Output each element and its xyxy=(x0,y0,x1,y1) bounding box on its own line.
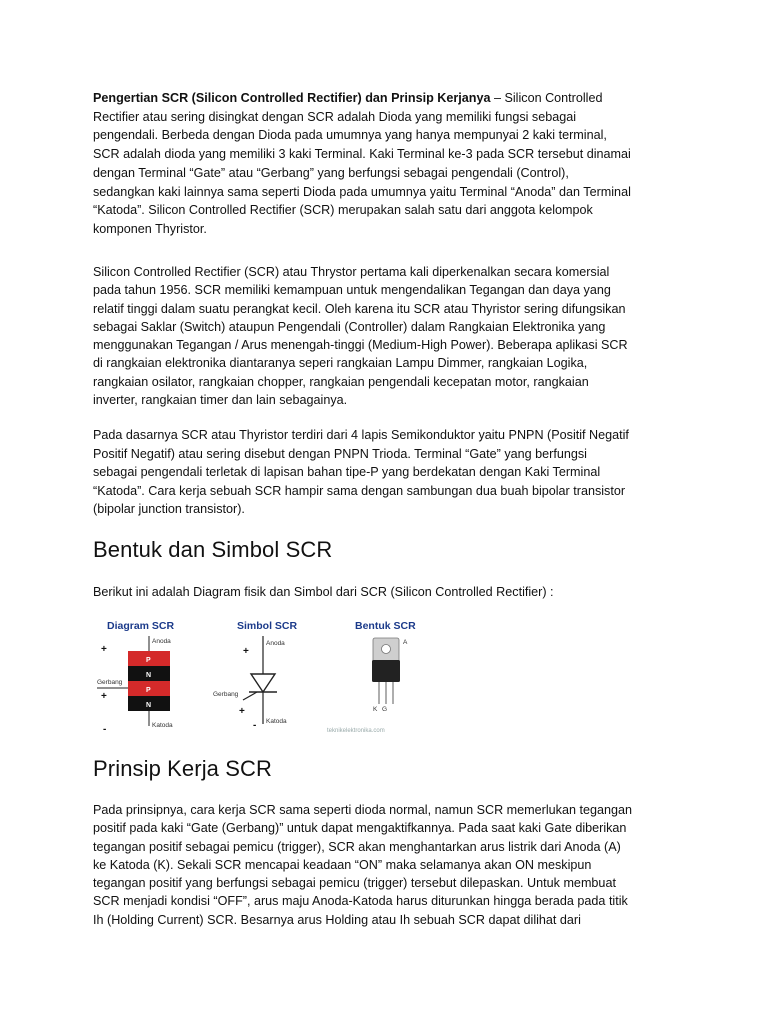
structure-line: Pada dasarnya SCR atau Thyristor terdiri dari 4 lapis Semikonduktor yaitu PNPN (Positif Negatif xyxy=(93,428,629,442)
intro-line: SCR adalah dioda yang memiliki 3 kaki Terminal. Kaki Terminal ke-3 pada SCR tersebut dinamai xyxy=(93,147,631,162)
intro-line: sedangkan kaki lainnya sama seperti Dioda pada umumnya yaitu Terminal “Anoda” dan Terminal xyxy=(93,184,631,199)
scr-figure xyxy=(93,616,433,740)
history-line: inverter, rangkaian timer dan lain sebagainya. xyxy=(93,393,348,408)
intro-lead-rest: – Silicon Controlled xyxy=(490,91,603,105)
symbol-anoda-label: Anoda xyxy=(266,640,285,647)
structure-line: sebagai pengendali terletak di lapisan bahan tipe-P yang berdekatan dengan Kaki Terminal xyxy=(93,465,601,479)
figure-credit: teknikelektronika.com xyxy=(327,728,385,734)
pin-k-label: K xyxy=(373,706,378,713)
history-line: rangkaian osilator, rangkaian chopper, rangkaian pengendali kecepatan motor, rangkaian xyxy=(93,374,589,389)
mounting-hole xyxy=(382,645,391,654)
pin-a-label: A xyxy=(403,639,408,646)
principle-line: Ih (Holding Current) SCR. Besarnya arus Holding atau Ih sebuah SCR dapat dilihat dari xyxy=(93,912,581,927)
diagram-katoda-label: Katoda xyxy=(152,722,173,729)
principle-line: tegangan positif yang berfungsi sebagai pemicu (trigger) tersebut dilepaskan. Untuk membuat xyxy=(93,876,616,891)
symbol-minus-sign: - xyxy=(253,720,257,731)
history-line: sebagai Saklar (Switch) ataupun Pengendali (Controller) dalam Rangkaian Elektronika yang xyxy=(93,319,606,334)
principle-line: tegangan positif sebagai pemicu (trigger), SCR akan menghantarkan arus listrik dari Anoda (A) xyxy=(93,839,621,854)
structure-line: Positif Negatif) atau sering disebut dengan PNPN Trioda. Terminal “Gate” yang berfungsi xyxy=(93,446,587,461)
history-line: pada tahun 1956. SCR memiliki kemampuan untuk mengendalikan Tegangan dan daya yang xyxy=(93,283,611,298)
intro-line: dengan Terminal “Gate” atau “Gerbang” yang berfungsi sebagai pengendali (Control), xyxy=(93,165,569,180)
diagram-title: Diagram SCR xyxy=(107,620,175,632)
symbol-katoda-label: Katoda xyxy=(266,718,287,725)
layer-n1-label: N xyxy=(146,672,152,679)
intro-line xyxy=(93,89,685,108)
diagram-plus-sign: + xyxy=(101,644,107,655)
section-heading-forms: Bentuk dan Simbol SCR xyxy=(93,537,333,562)
structure-line: “Katoda”. Cara kerja sebuah SCR hampir sama dengan sambungan dua buah bipolar transistor xyxy=(93,483,626,498)
package-scr xyxy=(327,620,416,734)
principle-line: Pada prinsipnya, cara kerja SCR sama seperti dioda normal, namun SCR memerlukan tegangan xyxy=(93,803,633,817)
shape-title: Bentuk SCR xyxy=(355,620,416,632)
intro-line: komponen Thyristor. xyxy=(93,221,207,236)
principle-paragraph xyxy=(93,801,685,929)
gate-lead xyxy=(243,692,257,700)
symbol-plus-gate: + xyxy=(239,706,245,717)
intro-paragraph xyxy=(93,89,685,239)
diagram-gerbang-label: Gerbang xyxy=(97,679,123,686)
structure-line: (bipolar junction transistor). xyxy=(93,502,245,516)
symbol-plus-sign: + xyxy=(243,646,249,657)
symbol-gerbang-label: Gerbang xyxy=(213,691,239,698)
principle-line: ke Katoda (K). Sekali SCR mencapai keadaan “ON” maka selamanya akan ON meskipun xyxy=(93,857,592,872)
intro-lead-title: Pengertian SCR (Silicon Controlled Rectifier) dan Prinsip Kerjanya xyxy=(93,91,491,105)
diagram-scr xyxy=(97,620,175,735)
layer-p2-label: P xyxy=(146,687,151,694)
intro-line: Rectifier atau sering disingkat dengan SCR adalah Dioda yang memiliki fungsi sebagai xyxy=(93,109,577,124)
pin-g-label: G xyxy=(382,706,388,713)
symbol-title: Simbol SCR xyxy=(237,620,298,632)
history-line: di rangkaian elektronika diantaranya seperi rangkaian Lampu Dimmer, rangkaian Logika, xyxy=(93,356,588,371)
intro-line: “Katoda”. Silicon Controlled Rectifier (SCR) merupakan salah satu dari anggota kelompok xyxy=(93,203,593,218)
diagram-minus-sign: - xyxy=(103,724,107,735)
history-paragraph xyxy=(93,263,685,409)
layer-n2-label: N xyxy=(146,702,152,709)
intro-line: pengendali. Berbeda dengan Dioda pada umumnya yang hanya mempunyai 2 kaki terminal, xyxy=(93,128,607,143)
structure-paragraph xyxy=(93,426,685,519)
forms-intro-line: Berikut ini adalah Diagram fisik dan Simbol dari SCR (Silicon Controlled Rectifier) : xyxy=(93,585,554,599)
history-line: relatif tinggi dalam suatu perangkat kecil. Oleh karena itu SCR atau Thyristor sering difungsikan xyxy=(93,301,626,316)
principle-line: positif pada kaki “Gate (Gerbang)” untuk dapat mengaktifkannya. Pada saat kaki Gate diberikan xyxy=(93,821,627,836)
history-line: Silicon Controlled Rectifier (SCR) atau Thrystor pertama kali diperkenalkan secara komersial xyxy=(93,265,610,279)
diagram-plus-gate: + xyxy=(101,691,107,702)
principle-line: SCR menjadi kondisi “OFF”, arus maju Anoda-Katoda harus diturunkan hingga berada pada titik xyxy=(93,894,628,909)
diode-triangle xyxy=(251,674,275,692)
forms-intro xyxy=(93,583,685,602)
section-heading-principle: Prinsip Kerja SCR xyxy=(93,756,272,781)
diagram-anoda-label: Anoda xyxy=(152,638,171,645)
package-body xyxy=(372,660,400,682)
layer-p1-label: P xyxy=(146,657,151,664)
history-line: menggunakan Tegangan / Arus menengah-tinggi (Medium-High Power). Beberapa aplikasi SCR xyxy=(93,338,628,353)
symbol-scr xyxy=(213,620,298,731)
